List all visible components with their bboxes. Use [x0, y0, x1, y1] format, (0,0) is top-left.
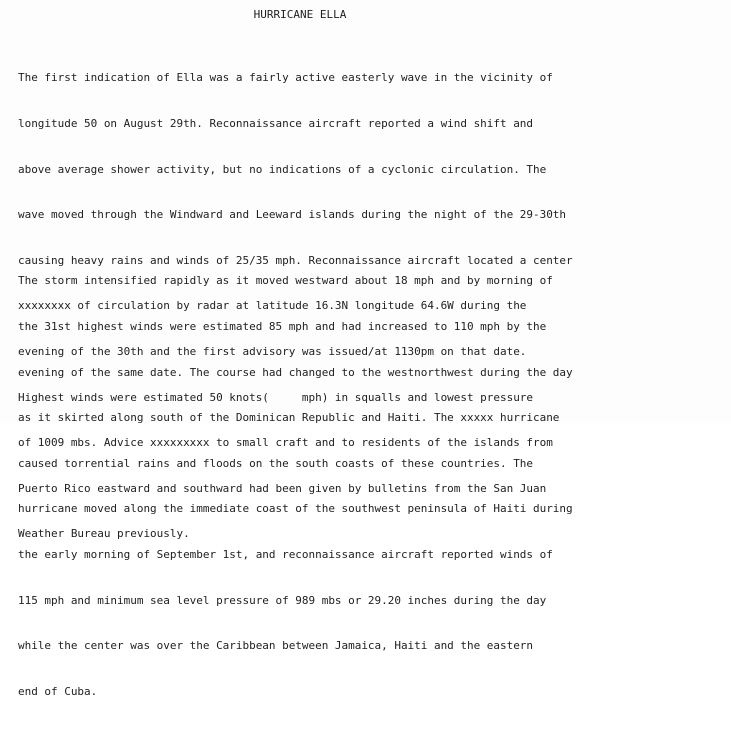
text-line: Highest winds were estimated 50 knots( mph) in squalls and lowest pressure	[18, 390, 534, 404]
paragraph-2	[18, 243, 573, 729]
document-title: HURRICANE ELLA	[253, 8, 347, 21]
text-line: xxxxxxxx of circulation by radar at latitude 16.3N longitude 64.6W during the	[18, 299, 527, 313]
text-line: Puerto Rico eastward and southward had been given by bulletins from the San Juan	[18, 481, 547, 495]
text-line: hurricane moved along the immediate coast of the southwest peninsula of Haiti during	[18, 502, 573, 516]
text-line: causing heavy rains and winds of 25/35 mph. Reconnaissance aircraft located a center	[18, 253, 573, 267]
text-line: The storm intensified rapidly as it moved westward about 18 mph and by morning of	[18, 274, 553, 288]
text-line: as it skirted along south of the Dominican Republic and Haiti. The xxxxx hurricane	[18, 411, 560, 425]
text-line: Weather Bureau previously.	[18, 527, 190, 541]
text-line: 115 mph and minimum sea level pressure of 989 mbs or 29.20 inches during the day	[18, 593, 547, 607]
text-line: the early morning of September 1st, and reconnaissance aircraft reported winds of	[18, 547, 553, 561]
text-line: The first indication of Ella was a fairly active easterly wave in the vicinity of	[18, 71, 553, 85]
text-line: while the center was over the Caribbean between Jamaica, Haiti and the eastern	[18, 639, 534, 653]
text-line: evening of the same date. The course had changed to the westnorthwest during the day	[18, 365, 573, 379]
text-line: longitude 50 on August 29th. Reconnaissance aircraft reported a wind shift and	[18, 117, 534, 130]
text-line: of 1009 mbs. Advice xxxxxxxxx to small craft and to residents of the islands from	[18, 436, 553, 450]
text-line: wave moved through the Windward and Leeward islands during the night of the 29-30th	[18, 208, 567, 222]
text-line: the 31st highest winds were estimated 85 mph and had increased to 110 mph by the	[18, 320, 547, 333]
text-line: end of Cuba.	[18, 684, 98, 698]
text-line: above average shower activity, but no indications of a cyclonic circulation. The	[18, 162, 547, 176]
text-line: caused torrential rains and floods on the south coasts of these countries. The	[18, 456, 534, 470]
text-line: evening of the 30th and the first advisory was issued/at 1130pm on that date.	[18, 344, 527, 358]
